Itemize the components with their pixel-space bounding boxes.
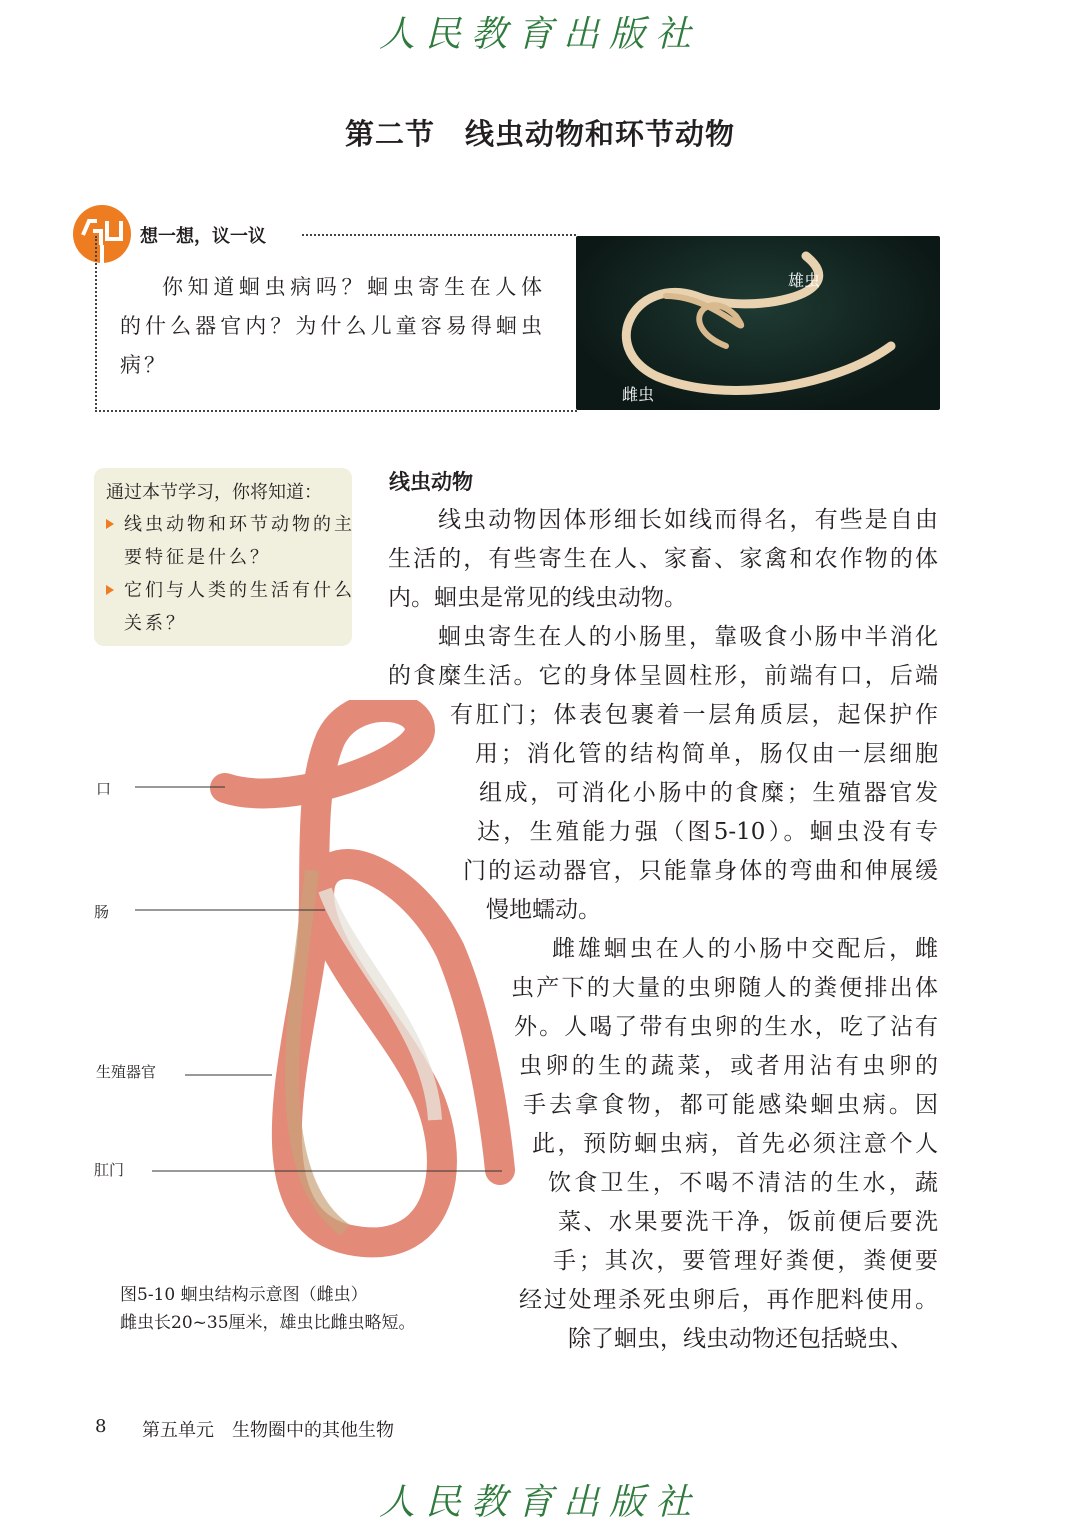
figure-caption: 图5-10 蛔虫结构示意图（雌虫） bbox=[120, 1285, 368, 1305]
roundworm-photo bbox=[576, 236, 940, 410]
think-question: 你知道蛔虫病吗？蛔虫寄生在人体的什么器官内？为什么儿童容易得蛔虫病？ bbox=[120, 275, 545, 377]
label-anus: 肛门 bbox=[94, 1161, 125, 1179]
body-line: 门的运动器官，只能靠身体的弯曲和伸展缓 bbox=[463, 858, 938, 884]
goal-item bbox=[106, 574, 360, 640]
body-line: 此，预防蛔虫病，首先必须注意个人 bbox=[532, 1131, 938, 1157]
page-number: 8 bbox=[95, 1416, 107, 1437]
goal-item bbox=[106, 508, 360, 574]
label-reproductive-organs: 生殖器官 bbox=[96, 1063, 157, 1081]
unit-title: 第五单元 生物圈中的其他生物 bbox=[142, 1420, 394, 1441]
logo-text: 人民教育出版社 bbox=[378, 14, 701, 55]
female-worm-label: 雌虫 bbox=[622, 385, 655, 404]
body-line: 蛔虫寄生在人的小肠里，靠吸食小肠中半消化 bbox=[438, 624, 938, 650]
think-discuss-label: 想一想，议一议 bbox=[140, 226, 266, 247]
roundworm-diagram bbox=[90, 700, 530, 1260]
body-line: 达，生殖能力强（图5-10）。蛔虫没有专 bbox=[477, 819, 938, 845]
body-line: 内。蛔虫是常见的线虫动物。 bbox=[388, 585, 687, 611]
bullet-triangle-icon bbox=[106, 519, 114, 529]
label-mouth: 口 bbox=[96, 780, 112, 798]
body-line: 有肛门；体表包裹着一层角质层，起保护作 bbox=[450, 702, 938, 728]
body-line: 虫卵的生的蔬菜，或者用沾有虫卵的 bbox=[519, 1053, 938, 1079]
label-intestine: 肠 bbox=[94, 903, 110, 921]
body-line: 生活的，有些寄生在人、家畜、家禽和农作物的体 bbox=[388, 546, 938, 572]
body-line: 菜、水果要洗干净，饭前便后要洗 bbox=[558, 1209, 938, 1235]
body-line: 用；消化管的结构简单，肠仅由一层细胞 bbox=[475, 741, 938, 767]
subsection-heading: 线虫动物 bbox=[389, 470, 473, 494]
goal-text: 它们与人类的生活有什么关系？ bbox=[124, 580, 355, 634]
bullet-triangle-icon bbox=[106, 585, 114, 595]
body-line: 经过处理杀死虫卵后，再作肥料使用。 bbox=[519, 1287, 938, 1313]
body-line: 手去拿食物，都可能感染蛔虫病。因 bbox=[523, 1092, 938, 1118]
publisher-logo bbox=[0, 6, 1080, 57]
male-worm-label: 雄虫 bbox=[788, 271, 821, 290]
body-line: 除了蛔虫，线虫动物还包括蛲虫、 bbox=[568, 1326, 913, 1352]
body-line: 虫产下的大量的虫卵随人的粪便排出体 bbox=[511, 975, 938, 1001]
body-line: 外。人喝了带有虫卵的生水，吃了沾有 bbox=[514, 1014, 938, 1040]
goals-heading: 通过本节学习，你将知道： bbox=[106, 482, 322, 503]
goal-text: 线虫动物和环节动物的主要特征是什么？ bbox=[124, 514, 355, 568]
figure-note: 雌虫长20~35厘米，雄虫比雌虫略短。 bbox=[120, 1313, 416, 1333]
publisher-logo-footer bbox=[0, 1474, 1080, 1525]
body-line: 组成，可消化小肠中的食糜；生殖器官发 bbox=[479, 780, 938, 806]
body-line: 线虫动物因体形细长如线而得名，有些是自由 bbox=[438, 507, 938, 533]
body-line: 慢地蠕动。 bbox=[486, 897, 601, 923]
section-title: 第二节 线虫动物和环节动物 bbox=[344, 117, 735, 151]
learning-goals-box bbox=[94, 468, 355, 646]
logo-text: 人民教育出版社 bbox=[378, 1482, 701, 1523]
body-line: 雌雄蛔虫在人的小肠中交配后，雌 bbox=[552, 936, 938, 962]
body-line: 手；其次，要管理好粪便，粪便要 bbox=[553, 1248, 938, 1274]
body-line: 的食糜生活。它的身体呈圆柱形，前端有口，后端 bbox=[388, 663, 938, 689]
roundworm-structure-illustration bbox=[90, 700, 530, 1260]
body-line: 饮食卫生，不喝不清洁的生水，蔬 bbox=[548, 1170, 938, 1196]
